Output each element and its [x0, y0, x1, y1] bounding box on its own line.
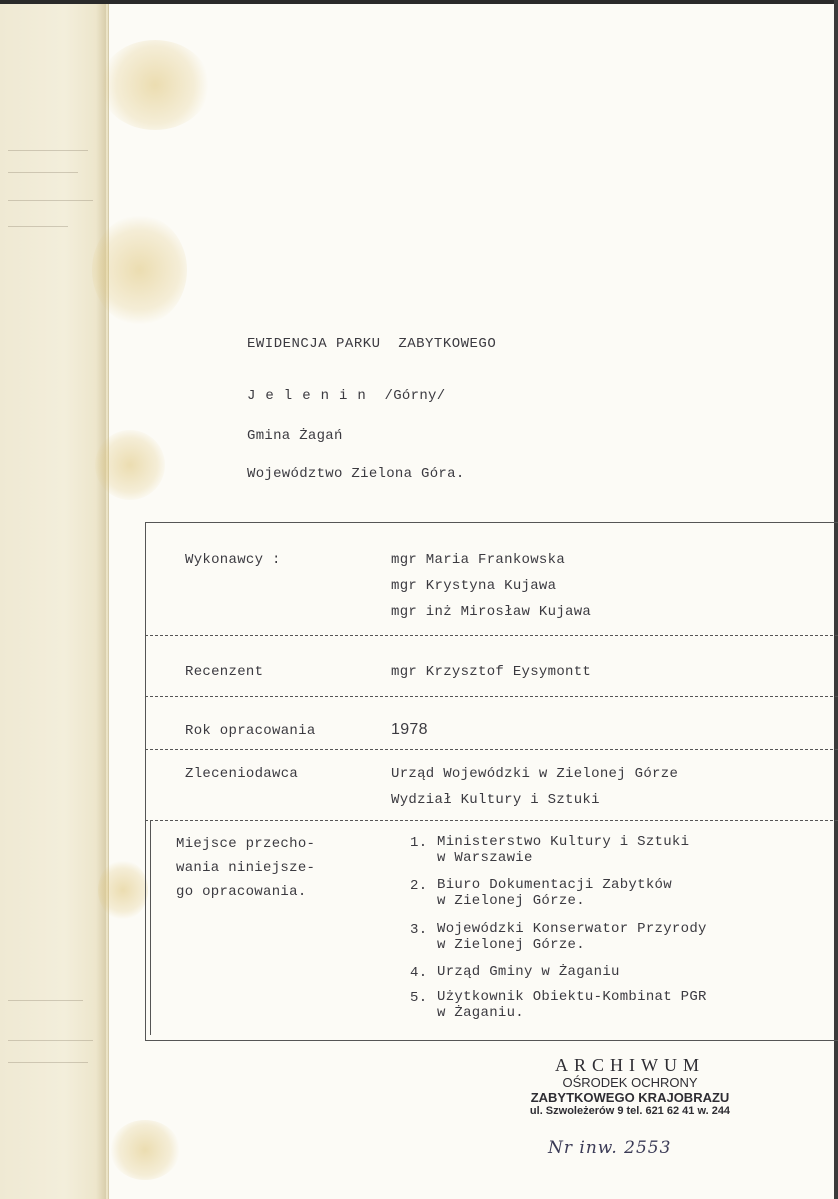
stamp-address: ul. Szwoleżerów 9 tel. 621 62 41 w. 244	[529, 1105, 731, 1117]
contractor-name: mgr inż Mirosław Kujawa	[391, 604, 592, 620]
archive-stamp	[520, 1055, 740, 1117]
water-stain	[92, 215, 187, 325]
storage-label: go opracowania.	[176, 884, 307, 900]
table-bottom-rule	[145, 1040, 838, 1041]
water-stain	[98, 860, 148, 920]
storage-item-line: Biuro Dokumentacji Zabytków	[437, 877, 672, 893]
contractor-name: mgr Krystyna Kujawa	[391, 578, 557, 594]
stamp-archive-title: ARCHIWUM	[555, 1055, 705, 1075]
storage-label: Miejsce przecho-	[176, 836, 316, 852]
storage-item-line: w Zielonej Górze.	[437, 893, 585, 909]
faint-text-line	[8, 1040, 93, 1041]
water-stain	[95, 430, 165, 500]
storage-item-number: 2.	[410, 878, 428, 894]
scan-border-top	[0, 0, 838, 4]
storage-item-line: w Warszawie	[437, 850, 533, 866]
scan-border-right	[834, 0, 838, 1199]
faint-text-line	[8, 1000, 83, 1001]
row-divider	[145, 820, 838, 821]
row-divider	[145, 749, 838, 750]
stamp-line: ZABYTKOWEGO KRAJOBRAZU	[530, 1090, 730, 1105]
client-name: Wydział Kultury i Sztuki	[391, 792, 600, 808]
underlying-sheet	[0, 0, 109, 1199]
park-name-suffix: /Górny/	[375, 388, 446, 404]
document-title: EWIDENCJA PARKU ZABYTKOWEGO	[247, 336, 497, 352]
client-name: Urząd Wojewódzki w Zielonej Górze	[391, 766, 679, 782]
year-label: Rok opracowania	[185, 723, 316, 739]
sheet-edge-shadow	[96, 0, 106, 1199]
year-value: 1978	[391, 721, 428, 738]
inventory-number-handwritten: Nr inw. 2553	[548, 1138, 672, 1158]
water-stain	[110, 1120, 180, 1180]
row-divider	[145, 635, 838, 636]
contractors-label: Wykonawcy :	[185, 552, 281, 568]
storage-item-line: Użytkownik Obiektu-Kombinat PGR	[437, 989, 707, 1005]
storage-item-line: Urząd Gminy w Żaganiu	[437, 964, 620, 980]
commune: Gmina Żagań	[247, 428, 343, 444]
faint-text-line	[8, 200, 93, 201]
faint-text-line	[8, 172, 78, 173]
contractor-name: mgr Maria Frankowska	[391, 552, 566, 568]
faint-text-line	[8, 1062, 88, 1063]
park-name-spaced: Jelenin	[247, 388, 376, 404]
storage-item-number: 4.	[410, 965, 428, 981]
storage-item-line: w Zielonej Górze.	[437, 937, 585, 953]
stamp-line: OŚRODEK OCHRONY	[562, 1075, 698, 1090]
faint-text-line	[8, 226, 68, 227]
park-name	[247, 388, 445, 404]
table-left-rule	[145, 522, 146, 1040]
reviewer-name: mgr Krzysztof Eysymontt	[391, 664, 592, 680]
storage-item-number: 1.	[410, 835, 428, 851]
voivodeship: Województwo Zielona Góra.	[247, 466, 465, 482]
table-top-rule	[145, 522, 838, 523]
water-stain	[100, 40, 210, 130]
storage-item-number: 5.	[410, 990, 428, 1006]
storage-item-line: Ministerstwo Kultury i Sztuki	[437, 834, 690, 850]
storage-item-line: w Żaganiu.	[437, 1005, 525, 1021]
storage-label: wania niniejsze-	[176, 860, 316, 876]
storage-item-number: 3.	[410, 922, 428, 938]
client-label: Zleceniodawca	[185, 766, 299, 782]
row-divider	[145, 696, 838, 697]
reviewer-label: Recenzent	[185, 664, 264, 680]
storage-item-line: Wojewódzki Konserwator Przyrody	[437, 921, 707, 937]
faint-text-line	[8, 150, 88, 151]
table-left-rule-inner	[150, 820, 151, 1035]
